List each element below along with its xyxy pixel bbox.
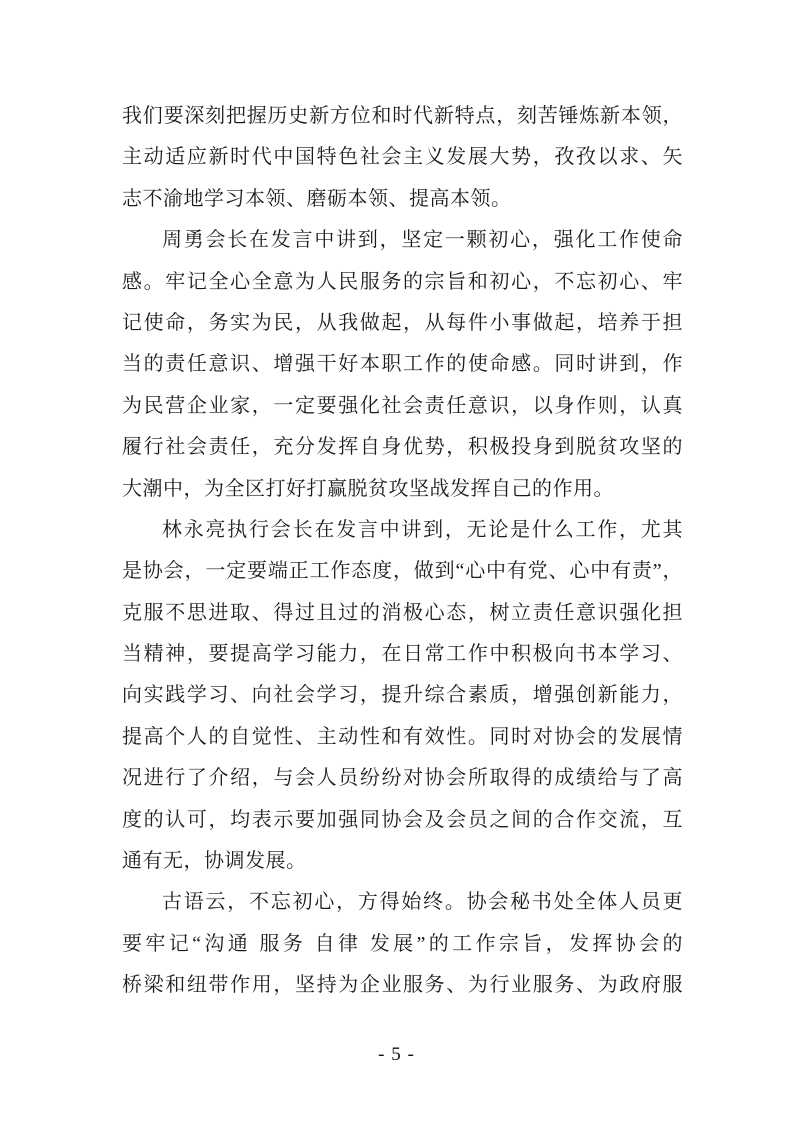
text-line: 记使命，务实为民，从我做起，从每件小事做起，培养于担 xyxy=(122,311,683,334)
text-line: 主动适应新时代中国特色社会主义发展大势，孜孜以求、矢 xyxy=(122,146,683,169)
text-line: 桥梁和纽带作用，坚持为企业服务、为行业服务、为政府服 xyxy=(122,974,683,997)
text-line: 克服不思进取、得过且过的消极心态，树立责任意识强化担 xyxy=(122,601,683,624)
text-line: 志不渝地学习本领、磨砺本领、提高本领。 xyxy=(122,187,512,210)
page-number: - 5 - xyxy=(378,1044,415,1065)
text-line: 要牢记“沟通 服务 自律 发展”的工作宗旨，发挥协会的 xyxy=(122,932,683,955)
text-line: 古语云，不忘初心，方得始终。协会秘书处全体人员更 xyxy=(162,891,683,914)
paragraph xyxy=(122,220,683,510)
text-line: 提高个人的自觉性、主动性和有效性。同时对协会的发展情 xyxy=(122,725,683,748)
text-line: 通有无，协调发展。 xyxy=(122,850,307,873)
text-line: 向实践学习、向社会学习，提升综合素质，增强创新能力， xyxy=(122,684,683,707)
paragraph xyxy=(122,882,683,1006)
text-line: 况进行了介绍，与会人员纷纷对协会所取得的成绩给与了高 xyxy=(122,767,683,790)
text-line: 当精神，要提高学习能力，在日常工作中积极向书本学习、 xyxy=(122,643,683,666)
text-line: 林永亮执行会长在发言中讲到，无论是什么工作，尤其 xyxy=(162,518,683,541)
text-line: 履行社会责任，充分发挥自身优势，积极投身到脱贫攻坚的 xyxy=(122,436,683,459)
paragraph xyxy=(122,510,683,883)
paragraph xyxy=(122,96,683,220)
text-line: 感。牢记全心全意为人民服务的宗旨和初心，不忘初心、牢 xyxy=(122,270,683,293)
text-line: 为民营企业家，一定要强化社会责任意识，以身作则，认真 xyxy=(122,394,683,417)
text-line: 当的责任意识、增强干好本职工作的使命感。同时讲到，作 xyxy=(122,353,683,376)
text-line: 是协会，一定要端正工作态度，做到“心中有党、心中有责”， xyxy=(122,560,683,583)
text-line: 度的认可，均表示要加强同协会及会员之间的合作交流，互 xyxy=(122,808,683,831)
text-body xyxy=(122,96,683,1007)
text-line: 周勇会长在发言中讲到，坚定一颗初心，强化工作使命 xyxy=(162,229,683,252)
text-line: 我们要深刻把握历史新方位和时代新特点，刻苦锤炼新本领， xyxy=(122,105,683,127)
text-line: 大潮中，为全区打好打赢脱贫攻坚战发挥自己的作用。 xyxy=(122,477,614,500)
